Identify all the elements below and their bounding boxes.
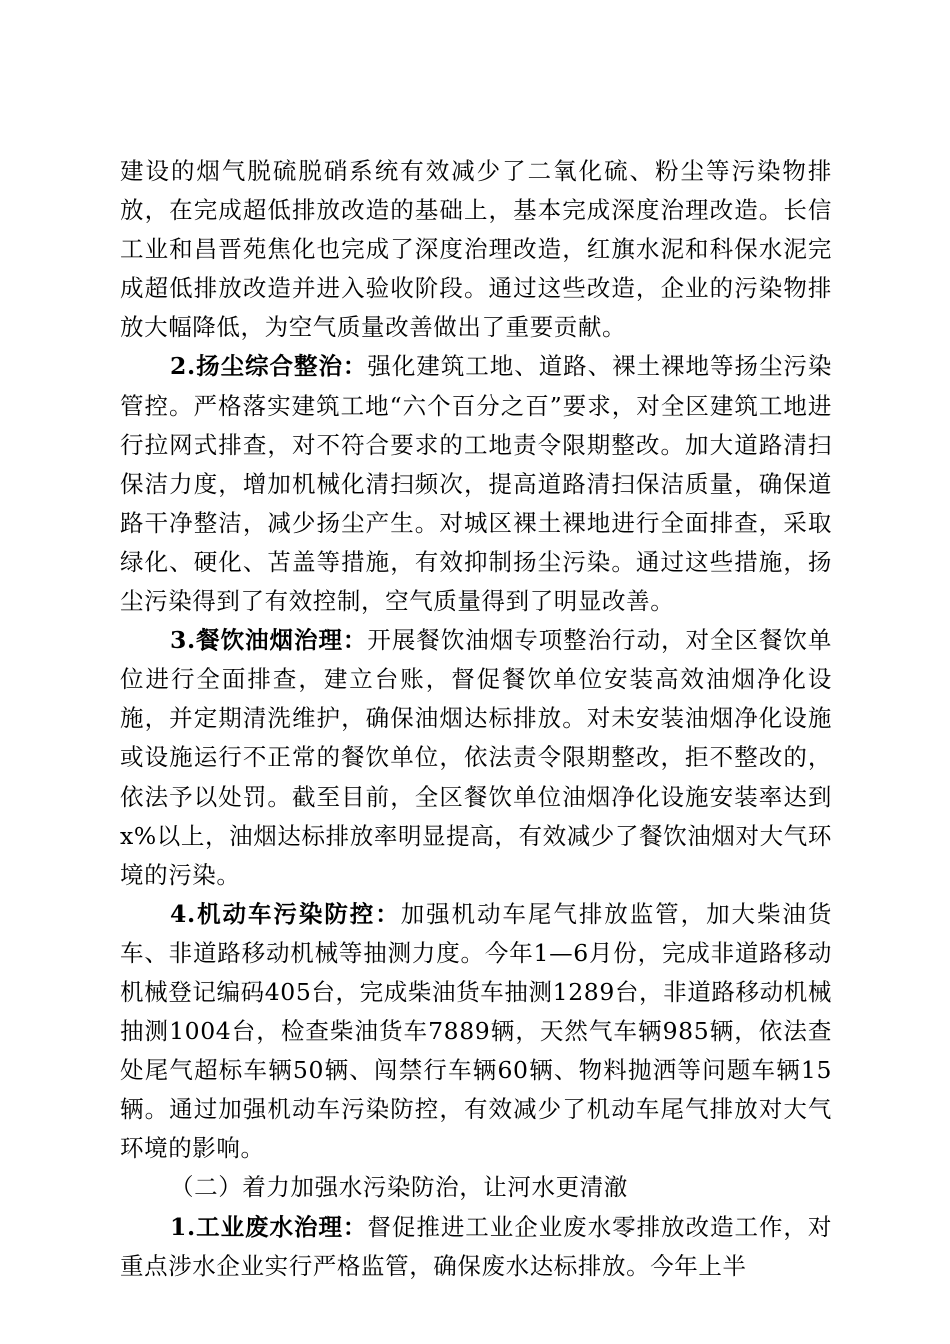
paragraph-text: 建设的烟气脱硫脱硝系统有效减少了二氧化硫、粉尘等污染物排放，在完成超低排放改造的基础上，基本完成深度治理改造。长信工业和昌晋苑焦化也完成了深度治理改造，红旗水泥和科保水泥完成超低排放改造并进入验收阶段。通过这些改造，企业的污染物排放大幅降低，为空气质量改善做出了重要贡献。 [120, 157, 832, 342]
section-heading [120, 1168, 832, 1207]
paragraph-lead: 2.扬尘综合整治： [170, 352, 368, 381]
paragraph-text: 强化建筑工地、道路、裸土裸地等扬尘污染管控。严格落实建筑工地“六个百分之百”要求，对全区建筑工地进行拉网式排查，对不符合要求的工地责令限期整改。加大道路清扫保洁力度，增加机械化清扫频次，提高道路清扫保洁质量，确保道路干净整洁，减少扬尘产生。对城区裸土裸地进行全面排查，采取绿化、硬化、苫盖等措施，有效抑制扬尘污染。通过这些措施，扬尘污染得到了有效控制，空气质量得到了明显改善。 [120, 352, 832, 616]
paragraph-industrial-wastewater [120, 1208, 832, 1286]
paragraph-text: 督促推进工业企业废水零排放改造工作，对重点涉水企业实行严格监管，确保废水达标排放。今年上半 [120, 1212, 832, 1280]
paragraph-dust-control [120, 347, 832, 621]
paragraph-text: 加强机动车尾气排放监管，加大柴油货车、非道路移动机械等抽测力度。今年1—6月份，完成非道路移动机械登记编码405台，完成柴油货车抽测1289台，非道路移动机械抽测1004台，检查柴油货车7889辆，天然气车辆985辆，依法查处尾气超标车辆50辆、闯禁行车辆60辆、物料抛洒等问题车辆15辆。通过加强机动车污染防控，有效减少了机动车尾气排放对大气环境的影响。 [120, 899, 832, 1163]
paragraph-emission-retrofit [120, 152, 832, 347]
document-page [120, 152, 832, 1286]
paragraph-vehicle-pollution [120, 895, 832, 1169]
section-heading-text: （二）着力加强水污染防治，让河水更清澈 [170, 1173, 628, 1202]
paragraph-cooking-fumes [120, 621, 832, 895]
paragraph-lead: 1.工业废水治理： [170, 1212, 368, 1241]
paragraph-lead: 4.机动车污染防控： [170, 899, 401, 928]
paragraph-lead: 3.餐饮油烟治理： [170, 626, 368, 655]
paragraph-text: 开展餐饮油烟专项整治行动，对全区餐饮单位进行全面排查，建立台账，督促餐饮单位安装高效油烟净化设施，并定期清洗维护，确保油烟达标排放。对未安装油烟净化设施或设施运行不正常的餐饮单位，依法责令限期整改，拒不整改的，依法予以处罚。截至目前，全区餐饮单位油烟净化设施安装率达到x%以上，油烟达标排放率明显提高，有效减少了餐饮油烟对大气环境的污染。 [120, 626, 832, 889]
